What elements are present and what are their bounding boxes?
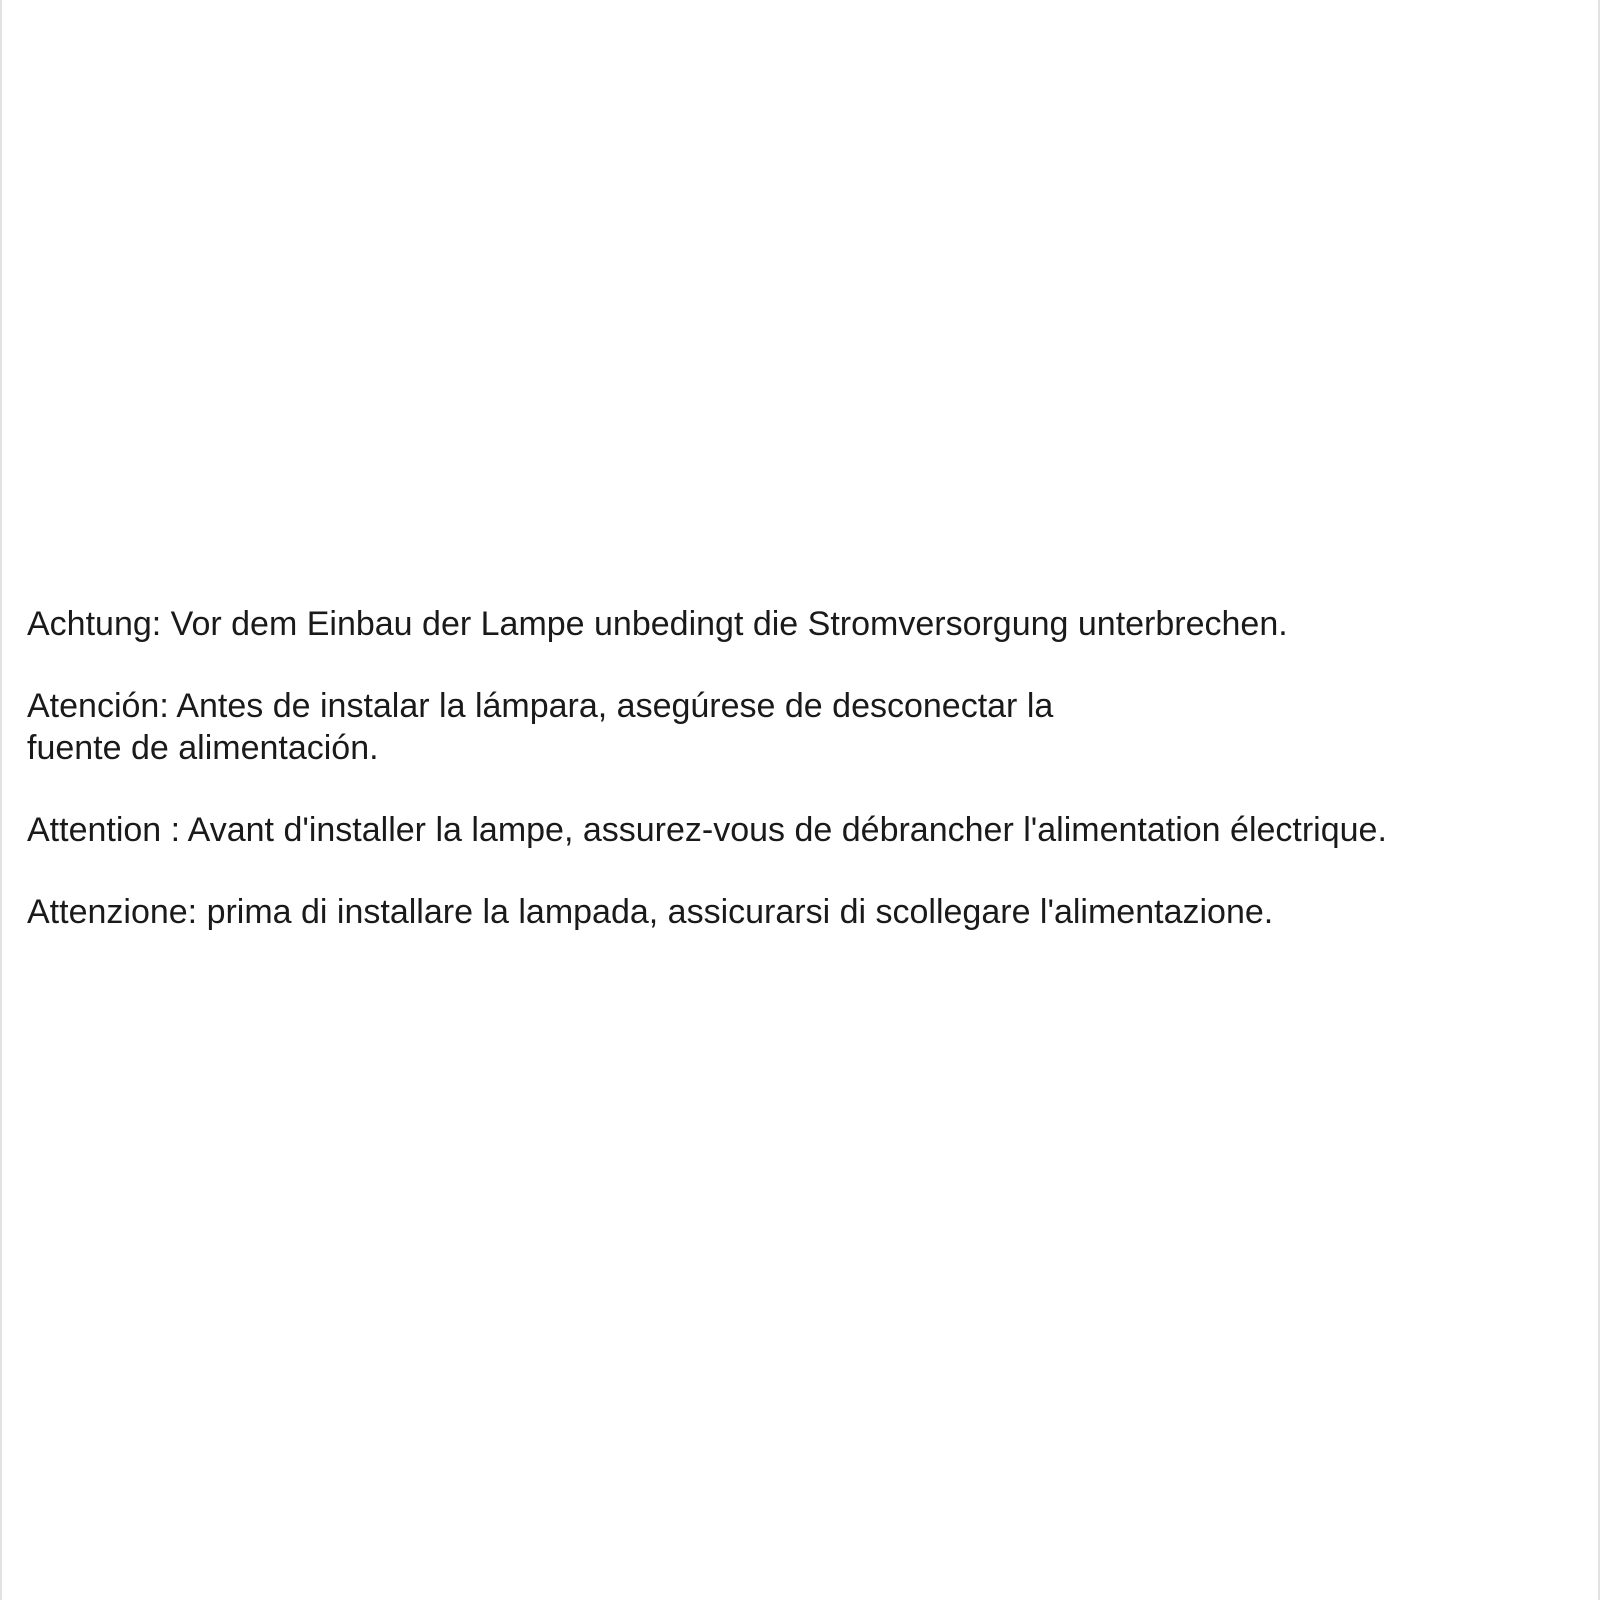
notice-text: fuente de alimentación. (27, 729, 379, 767)
notice-spanish (27, 685, 1587, 769)
notice-text: Atención: Antes de instalar la lámpara, asegúrese de desconectar la (27, 687, 1054, 725)
notice-text: Attenzione: prima di installare la lampada, assicurarsi di scollegare l'alimentazione. (27, 893, 1274, 931)
notice-french (27, 809, 1587, 851)
notice-italian (27, 891, 1587, 933)
notice-text: Achtung: Vor dem Einbau der Lampe unbedingt die Stromversorgung unterbrechen. (27, 605, 1288, 643)
safety-notices (27, 603, 1587, 973)
notice-german (27, 603, 1587, 645)
notice-text: Attention : Avant d'installer la lampe, assurez-vous de débrancher l'alimentation électrique. (27, 811, 1387, 849)
